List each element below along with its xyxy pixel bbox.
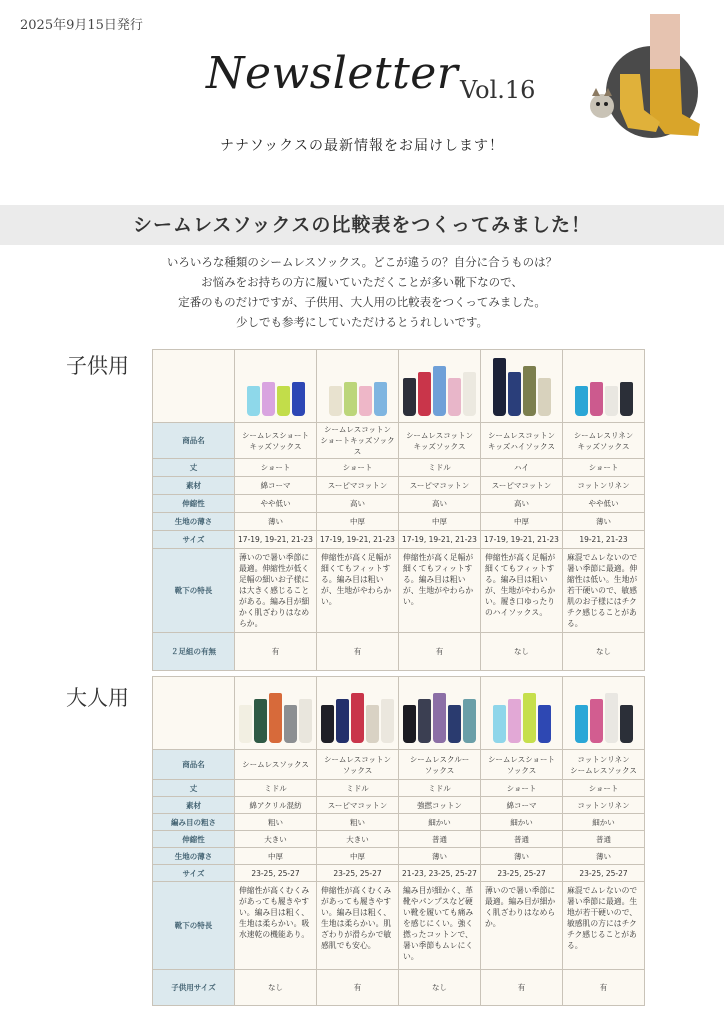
row-header: サイズ [153, 865, 235, 882]
table-cell-stretch: 高い [399, 495, 481, 513]
product-name-line: シームレスソックス [242, 760, 309, 769]
row-header: 伸縮性 [153, 495, 235, 513]
table-cell-name [563, 423, 645, 459]
corner-cell [153, 677, 235, 750]
table-row [153, 459, 645, 477]
table-cell-stretch: 大きい [235, 831, 317, 848]
sock-swatch [381, 699, 394, 743]
image-row [153, 350, 645, 423]
sock-image [483, 356, 560, 416]
table-cell-name [399, 750, 481, 780]
sock-swatch [590, 382, 603, 416]
table-cell-feature: 麻混でムレないので暑い季節に最適。伸縮性は低い。生地が若干硬いので、敏感肌のお子様にはチクチク感じることがある。 [563, 549, 645, 633]
table-cell-feature: 伸縮性が高く足幅が細くてもフィットする。編み目は粗いが、生地がやわらかい。 [317, 549, 399, 633]
table-cell-name [481, 423, 563, 459]
sock-image [401, 356, 478, 416]
intro-line: お悩みをお持ちの方に履いていただくことが多い靴下なので、 [201, 275, 523, 289]
table-cell-thickness: 中厚 [317, 848, 399, 865]
row-header: 子供用サイズ [153, 970, 235, 1006]
sock-swatch [493, 358, 506, 416]
product-photo [481, 677, 563, 750]
product-photo [235, 677, 317, 750]
table-cell-length: ミドル [399, 459, 481, 477]
sock-swatch [433, 366, 446, 416]
table-row [153, 477, 645, 495]
table-cell-thickness: 中厚 [235, 848, 317, 865]
sock-swatch [538, 378, 551, 416]
sock-swatch [620, 705, 633, 743]
sock-swatch [508, 699, 521, 743]
row-header: 靴下の特長 [153, 882, 235, 970]
product-photo [481, 350, 563, 423]
table-row [153, 970, 645, 1006]
sock-image [237, 683, 314, 743]
product-name-line: シームレスコットン [405, 430, 474, 440]
product-name-line: ソックス [342, 765, 373, 775]
sock-swatch [299, 699, 312, 743]
table-cell-material: 綿コーマ [235, 477, 317, 495]
table-cell-length: ミドル [399, 780, 481, 797]
intro-line: 少しでも参考にしていただけるとうれしいです。 [235, 315, 489, 329]
table-cell-thickness: 中厚 [481, 513, 563, 531]
sock-swatch [493, 705, 506, 743]
issue-date: 2025年9月15日発行 [20, 18, 143, 33]
row-header: 丈 [153, 780, 235, 797]
table-cell-size: 17-19, 19-21, 21-23 [235, 531, 317, 549]
hero-sock-cat-image [580, 14, 710, 144]
table-cell-stretch: 高い [481, 495, 563, 513]
table-cell-feature: 薄いので暑い季節に最適。編み目が細かく肌ざわりはなめらか。 [481, 882, 563, 970]
row-header: 商品名 [153, 423, 235, 459]
newsletter-subtitle: ナナソックスの最新情報をお届けします！ [219, 138, 505, 154]
table-cell-stretch: やや低い [563, 495, 645, 513]
adults-section-label: 大人用 [66, 686, 129, 710]
sock-swatch [605, 693, 618, 743]
table-cell-size: 17-19, 19-21, 21-23 [399, 531, 481, 549]
sock-swatch [336, 699, 349, 743]
table-cell-size: 23-25, 25-27 [235, 865, 317, 882]
product-photo [399, 677, 481, 750]
table-row [153, 513, 645, 531]
sock-swatch [575, 386, 588, 416]
table-cell-thickness: 薄い [235, 513, 317, 531]
table-cell-stretch: 大きい [317, 831, 399, 848]
sock-image [319, 683, 396, 743]
intro-line: 定番のものだけですが、子供用、大人用の比較表をつくってみました。 [178, 295, 546, 309]
sock-swatch [523, 693, 536, 743]
table-cell-feature: 麻混でムレないので暑い季節に最適。生地が若干硬いので、敏感肌の方にはチクチク感じることがある。 [563, 882, 645, 970]
table-cell-feature: 伸縮性が高く足幅が細くてもフィットする。編み目は粗いが、生地がやわらかい。 [399, 549, 481, 633]
sock-swatch [359, 386, 372, 416]
sock-swatch [277, 386, 290, 416]
product-name-line: シームレスリネン [573, 430, 634, 440]
table-cell-size: 23-25, 25-27 [563, 865, 645, 882]
table-row [153, 495, 645, 513]
adults-comparison-table [152, 676, 645, 1006]
table-cell-kids_size: 有 [481, 970, 563, 1006]
sock-swatch [575, 705, 588, 743]
table-cell-kids_size: 有 [317, 970, 399, 1006]
table-cell-stretch: 普通 [481, 831, 563, 848]
table-cell-length: ハイ [481, 459, 563, 477]
row-header: 丈 [153, 459, 235, 477]
product-photo [563, 350, 645, 423]
table-cell-size: 17-19, 19-21, 21-23 [481, 531, 563, 549]
table-cell-length: ショート [563, 459, 645, 477]
image-row [153, 677, 645, 750]
table-cell-thickness: 薄い [563, 513, 645, 531]
sock-swatch [321, 705, 334, 743]
table-row [153, 882, 645, 970]
sock-swatch [247, 386, 260, 416]
sock-swatch [508, 372, 521, 416]
table-cell-length: ミドル [317, 780, 399, 797]
intro-line: いろいろな種類のシームレスソックス。どこが違うの？自分に合うものは？ [166, 255, 558, 269]
sock-swatch [605, 386, 618, 416]
table-row [153, 633, 645, 671]
table-cell-name [481, 750, 563, 780]
table-cell-mesh: 細かい [481, 814, 563, 831]
product-name-line: キッズソックス [413, 441, 466, 451]
product-name-line: ソックス [424, 765, 455, 775]
newsletter-title: Newsletter [206, 48, 459, 99]
table-cell-thickness: 薄い [563, 848, 645, 865]
table-cell-stretch: 高い [317, 495, 399, 513]
table-cell-material: スーピマコットン [317, 797, 399, 814]
table-cell-name [399, 423, 481, 459]
table-cell-thickness: 薄い [481, 848, 563, 865]
volume-number: Vol.16 [460, 76, 536, 104]
table-cell-name [317, 750, 399, 780]
table-cell-name [317, 423, 399, 459]
table-row [153, 797, 645, 814]
sock-swatch [351, 693, 364, 743]
table-cell-material: コットンリネン [563, 797, 645, 814]
sock-image [401, 683, 478, 743]
table-cell-material: 綿アクリル混紡 [235, 797, 317, 814]
sock-swatch [418, 699, 431, 743]
table-cell-feature: 伸縮性が高くむくみがあっても履きやすい。編み目は粗く、生地は柔らかい。吸水速乾の機能あり。 [235, 882, 317, 970]
table-row [153, 831, 645, 848]
table-cell-thickness: 薄い [399, 848, 481, 865]
table-cell-length: ショート [317, 459, 399, 477]
table-row [153, 531, 645, 549]
sock-image [319, 356, 396, 416]
sock-swatch [374, 382, 387, 416]
row-header: 靴下の特長 [153, 549, 235, 633]
table-cell-feature: 伸縮性が高くむくみがあっても履きやすい。編み目は粗く、生地は柔らかい。肌ざわりが滑らかで敏感肌でも安心。 [317, 882, 399, 970]
kids-section-label: 子供用 [66, 354, 129, 378]
table-row [153, 780, 645, 797]
sock-swatch [403, 378, 416, 416]
row-header: サイズ [153, 531, 235, 549]
table-cell-mesh: 細かい [563, 814, 645, 831]
intro-text [0, 252, 724, 332]
table-cell-material: スーピマコットン [481, 477, 563, 495]
sock-swatch [448, 705, 461, 743]
table-cell-thickness: 中厚 [317, 513, 399, 531]
sock-swatch [448, 378, 461, 416]
sock-swatch [418, 372, 431, 416]
table-cell-feature: 編み目が細かく、革靴やパンプスなど硬い靴を履いても痛みを感じにくい。強く撚ったコットンで、暑い季節もムレにくい。 [399, 882, 481, 970]
table-cell-stretch: 普通 [563, 831, 645, 848]
product-photo [317, 350, 399, 423]
product-photo [399, 350, 481, 423]
sock-swatch [463, 372, 476, 416]
product-name-line: シームレスショート [241, 430, 310, 440]
table-cell-mesh: 粗い [317, 814, 399, 831]
table-cell-feature: 伸縮性が高く足幅が細くてもフィットする。編み目は粗いが、生地がやわらかい。履き口ゆったりのハイソックス。 [481, 549, 563, 633]
table-cell-kids_size: 有 [563, 970, 645, 1006]
corner-cell [153, 350, 235, 423]
row-header: 生地の薄さ [153, 848, 235, 865]
table-cell-material: コットンリネン [563, 477, 645, 495]
sock-image [565, 356, 642, 416]
sock-swatch [523, 366, 536, 416]
product-name-line: シームレスクルー [409, 754, 470, 764]
table-cell-stretch: やや低い [235, 495, 317, 513]
sock-swatch [403, 705, 416, 743]
table-cell-stretch: 普通 [399, 831, 481, 848]
table-cell-pair: 有 [317, 633, 399, 671]
table-cell-pair: 有 [235, 633, 317, 671]
row-header: 伸縮性 [153, 831, 235, 848]
table-cell-length: ミドル [235, 780, 317, 797]
sock-swatch [620, 382, 633, 416]
table-cell-name [235, 750, 317, 780]
table-row [153, 423, 645, 459]
product-name-line: シームレスショート [487, 754, 556, 764]
sock-swatch [433, 693, 446, 743]
table-cell-name [235, 423, 317, 459]
sock-image [237, 356, 314, 416]
product-name-line: コットンリネン [577, 754, 630, 764]
product-photo [317, 677, 399, 750]
table-cell-pair: 有 [399, 633, 481, 671]
product-name-line: ソックス [506, 765, 537, 775]
sock-swatch [292, 382, 305, 416]
table-cell-name [563, 750, 645, 780]
sock-image [483, 683, 560, 743]
sock-swatch [254, 699, 267, 743]
row-header: 編み目の粗さ [153, 814, 235, 831]
row-header: 素材 [153, 477, 235, 495]
product-name-line: シームレスコットン [323, 425, 392, 434]
table-cell-thickness: 中厚 [399, 513, 481, 531]
sock-swatch [366, 705, 379, 743]
table-cell-material: スーピマコットン [317, 477, 399, 495]
product-name-line: シームレスソックス [570, 765, 637, 775]
product-name-line: キッズソックス [249, 441, 302, 451]
table-cell-kids_size: なし [235, 970, 317, 1006]
kids-comparison-table [152, 349, 645, 671]
table-row [153, 750, 645, 780]
sock-swatch [262, 382, 275, 416]
sock-swatch [329, 386, 342, 416]
product-photo [235, 350, 317, 423]
sock-swatch [239, 705, 252, 743]
table-cell-mesh: 細かい [399, 814, 481, 831]
table-cell-size: 23-25, 25-27 [481, 865, 563, 882]
table-cell-length: ショート [481, 780, 563, 797]
table-cell-length: ショート [563, 780, 645, 797]
table-cell-material: スーピマコットン [399, 477, 481, 495]
row-header: ２足組の有無 [153, 633, 235, 671]
table-row [153, 848, 645, 865]
product-name-line: ショートキッズソックス [320, 436, 395, 456]
sock-swatch [284, 705, 297, 743]
table-cell-size: 17-19, 19-21, 21-23 [317, 531, 399, 549]
sock-swatch [344, 382, 357, 416]
product-name-line: キッズハイソックス [488, 441, 555, 451]
product-name-line: シームレスコットン [323, 754, 392, 764]
sock-swatch [538, 705, 551, 743]
product-photo [563, 677, 645, 750]
table-cell-size: 23-25, 25-27 [317, 865, 399, 882]
table-row [153, 549, 645, 633]
table-cell-size: 21-23, 23-25, 25-27 [399, 865, 481, 882]
product-name-line: シームレスコットン [487, 430, 556, 440]
table-cell-material: 強撚コットン [399, 797, 481, 814]
sock-swatch [463, 699, 476, 743]
table-cell-pair: なし [481, 633, 563, 671]
table-cell-material: 綿コーマ [481, 797, 563, 814]
table-cell-size: 19-21, 21-23 [563, 531, 645, 549]
row-header: 生地の薄さ [153, 513, 235, 531]
table-row [153, 865, 645, 882]
product-name-line: キッズソックス [577, 441, 630, 451]
sock-swatch [269, 693, 282, 743]
row-header: 商品名 [153, 750, 235, 780]
table-cell-length: ショート [235, 459, 317, 477]
table-row [153, 814, 645, 831]
table-cell-feature: 薄いので暑い季節に最適。伸縮性が低く足幅の細いお子様には大きく感じることがある。編み目が細かく肌ざわりはなめらか。 [235, 549, 317, 633]
table-cell-pair: なし [563, 633, 645, 671]
table-cell-kids_size: なし [399, 970, 481, 1006]
row-header: 素材 [153, 797, 235, 814]
sock-image [565, 683, 642, 743]
banner-heading: シームレスソックスの比較表をつくってみました！ [133, 214, 591, 236]
section-banner [0, 205, 724, 245]
sock-swatch [590, 699, 603, 743]
table-cell-mesh: 粗い [235, 814, 317, 831]
